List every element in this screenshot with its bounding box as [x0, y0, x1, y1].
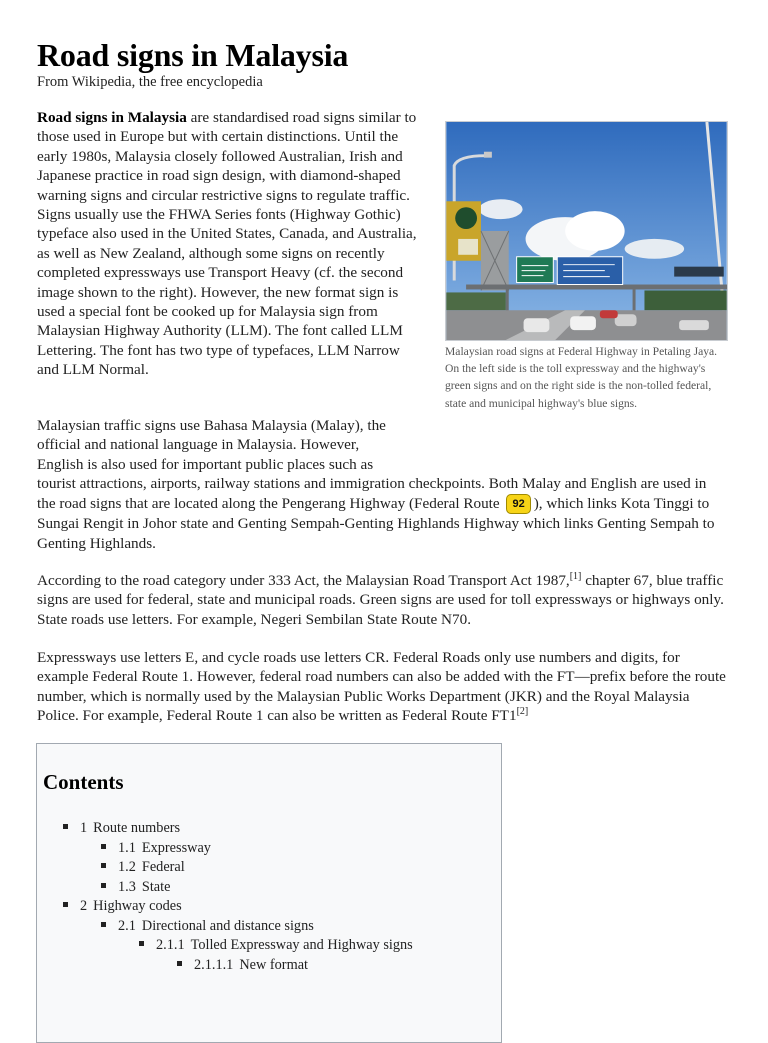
intro-paragraph	[37, 108, 417, 380]
toc-link[interactable]: 1.2 Federal	[118, 859, 185, 875]
language-text-b: ), which links Kota Tinggi to Sungai Rengit in Johor state and Genting Sempah-Genting Highlands Highway which links Genting Sempah to Genting Highlands.	[37, 494, 715, 552]
toc-item-expressway[interactable]	[101, 839, 211, 858]
federal-route-92-badge[interactable]: 92	[506, 494, 530, 514]
toc-link[interactable]: 2.1.1.1 New format	[194, 957, 309, 973]
toc-item-directional-signs[interactable]	[101, 917, 314, 936]
intro-text: are standardised road signs similar to those used in Europe but with certain distinctions. Until the early 1980s, Malaysia closely followed Australian, Irish and Japanese practice in road sign design, with diamond-shaped warning signs and circular restrictive signs to regulate traffic. Signs usually use the FHWA Series fonts (Highway Gothic) typeface also used in the United States, Canada, and Australia, as well as New Zealand, although some signs on recently completed expressways use Transport Heavy (cf. the second image shown to the right). However, the new format sign is used a special font be cooked up for Malaysia sign from Malaysian Highway Authority (LLM). The font called LLM Lettering. The font has two type of typefaces, LLM Narrow and LLM Normal.	[37, 109, 417, 379]
toc-item-new-format[interactable]	[177, 956, 308, 975]
expressway-text: Expressways use letters E, and cycle roads use letters CR. Federal Roads only use numbers and digits, for example Federal Route 1. However, federal road numbers can also be added with the FT—prefix before the route number, which is normally used by the Malaysian Public Works Department (JKR) and the Royal Malaysia Police. For example, Federal Route 1 can also be written as Federal Route FT1	[37, 649, 726, 725]
bullet-icon	[63, 902, 68, 907]
page-title: Road signs in Malaysia	[37, 37, 349, 73]
toc-link[interactable]: 2.1 Directional and distance signs	[118, 918, 314, 934]
toc-link[interactable]: 2.1.1 Tolled Expressway and Highway signs	[156, 937, 413, 953]
bullet-icon	[101, 883, 106, 888]
intro-bold-lead: Road signs in Malaysia	[37, 109, 187, 126]
table-of-contents	[36, 743, 502, 1043]
category-text-b: chapter 67, blue traffic signs are used for federal, state and municipal roads. Green signs are used for toll expressways or highways only. State roads use letters. For example, Negeri Sembilan State Route N70.	[37, 572, 724, 628]
page-subtitle: From Wikipedia, the free encyclopedia	[37, 74, 263, 90]
toc-item-highway-codes[interactable]	[63, 897, 182, 916]
language-paragraph	[37, 416, 727, 553]
highway-photo[interactable]	[445, 121, 728, 341]
figure	[445, 121, 728, 412]
reference-2-link[interactable]: [2]	[516, 706, 529, 718]
bullet-icon	[63, 824, 68, 829]
bullet-icon	[177, 961, 182, 966]
figure-caption: Malaysian road signs at Federal Highway in Petaling Jaya. On the left side is the toll expressway and the highway's green signs and on the right side is the non-tolled federal, state and municipal highway's blue signs.	[445, 345, 718, 410]
toc-link[interactable]: 1.3 State	[118, 879, 171, 895]
bullet-icon	[101, 844, 106, 849]
toc-link[interactable]: 1.1 Expressway	[118, 840, 211, 856]
bullet-icon	[101, 863, 106, 868]
toc-item-tolled-expressway[interactable]	[139, 936, 413, 955]
toc-item-route-numbers[interactable]	[63, 819, 180, 838]
category-paragraph	[37, 571, 727, 629]
figure-float-spacer	[387, 416, 727, 474]
toc-link[interactable]: 1 Route numbers	[80, 820, 181, 836]
toc-item-federal[interactable]	[101, 858, 185, 877]
category-text-a: According to the road category under 333 Act, the Malaysian Road Transport Act 1987,	[37, 572, 570, 589]
reference-1-link[interactable]: [1]	[569, 570, 582, 582]
expressway-paragraph	[37, 648, 727, 726]
toc-title: Contents	[43, 770, 124, 794]
bullet-icon	[101, 922, 106, 927]
language-text-a: Malaysian traffic signs use Bahasa Malaysia (Malay), the official and national language in Malaysia. However, English is also used for important public places such as tourist attractions, airports, railway stations and immigration checkpoints. Both Malay and English are used in the road signs that are located along the Pengerang Highway (Federal Route	[37, 417, 707, 512]
toc-link[interactable]: 2 Highway codes	[80, 898, 182, 914]
toc-item-state[interactable]	[101, 878, 170, 897]
bullet-icon	[139, 941, 144, 946]
